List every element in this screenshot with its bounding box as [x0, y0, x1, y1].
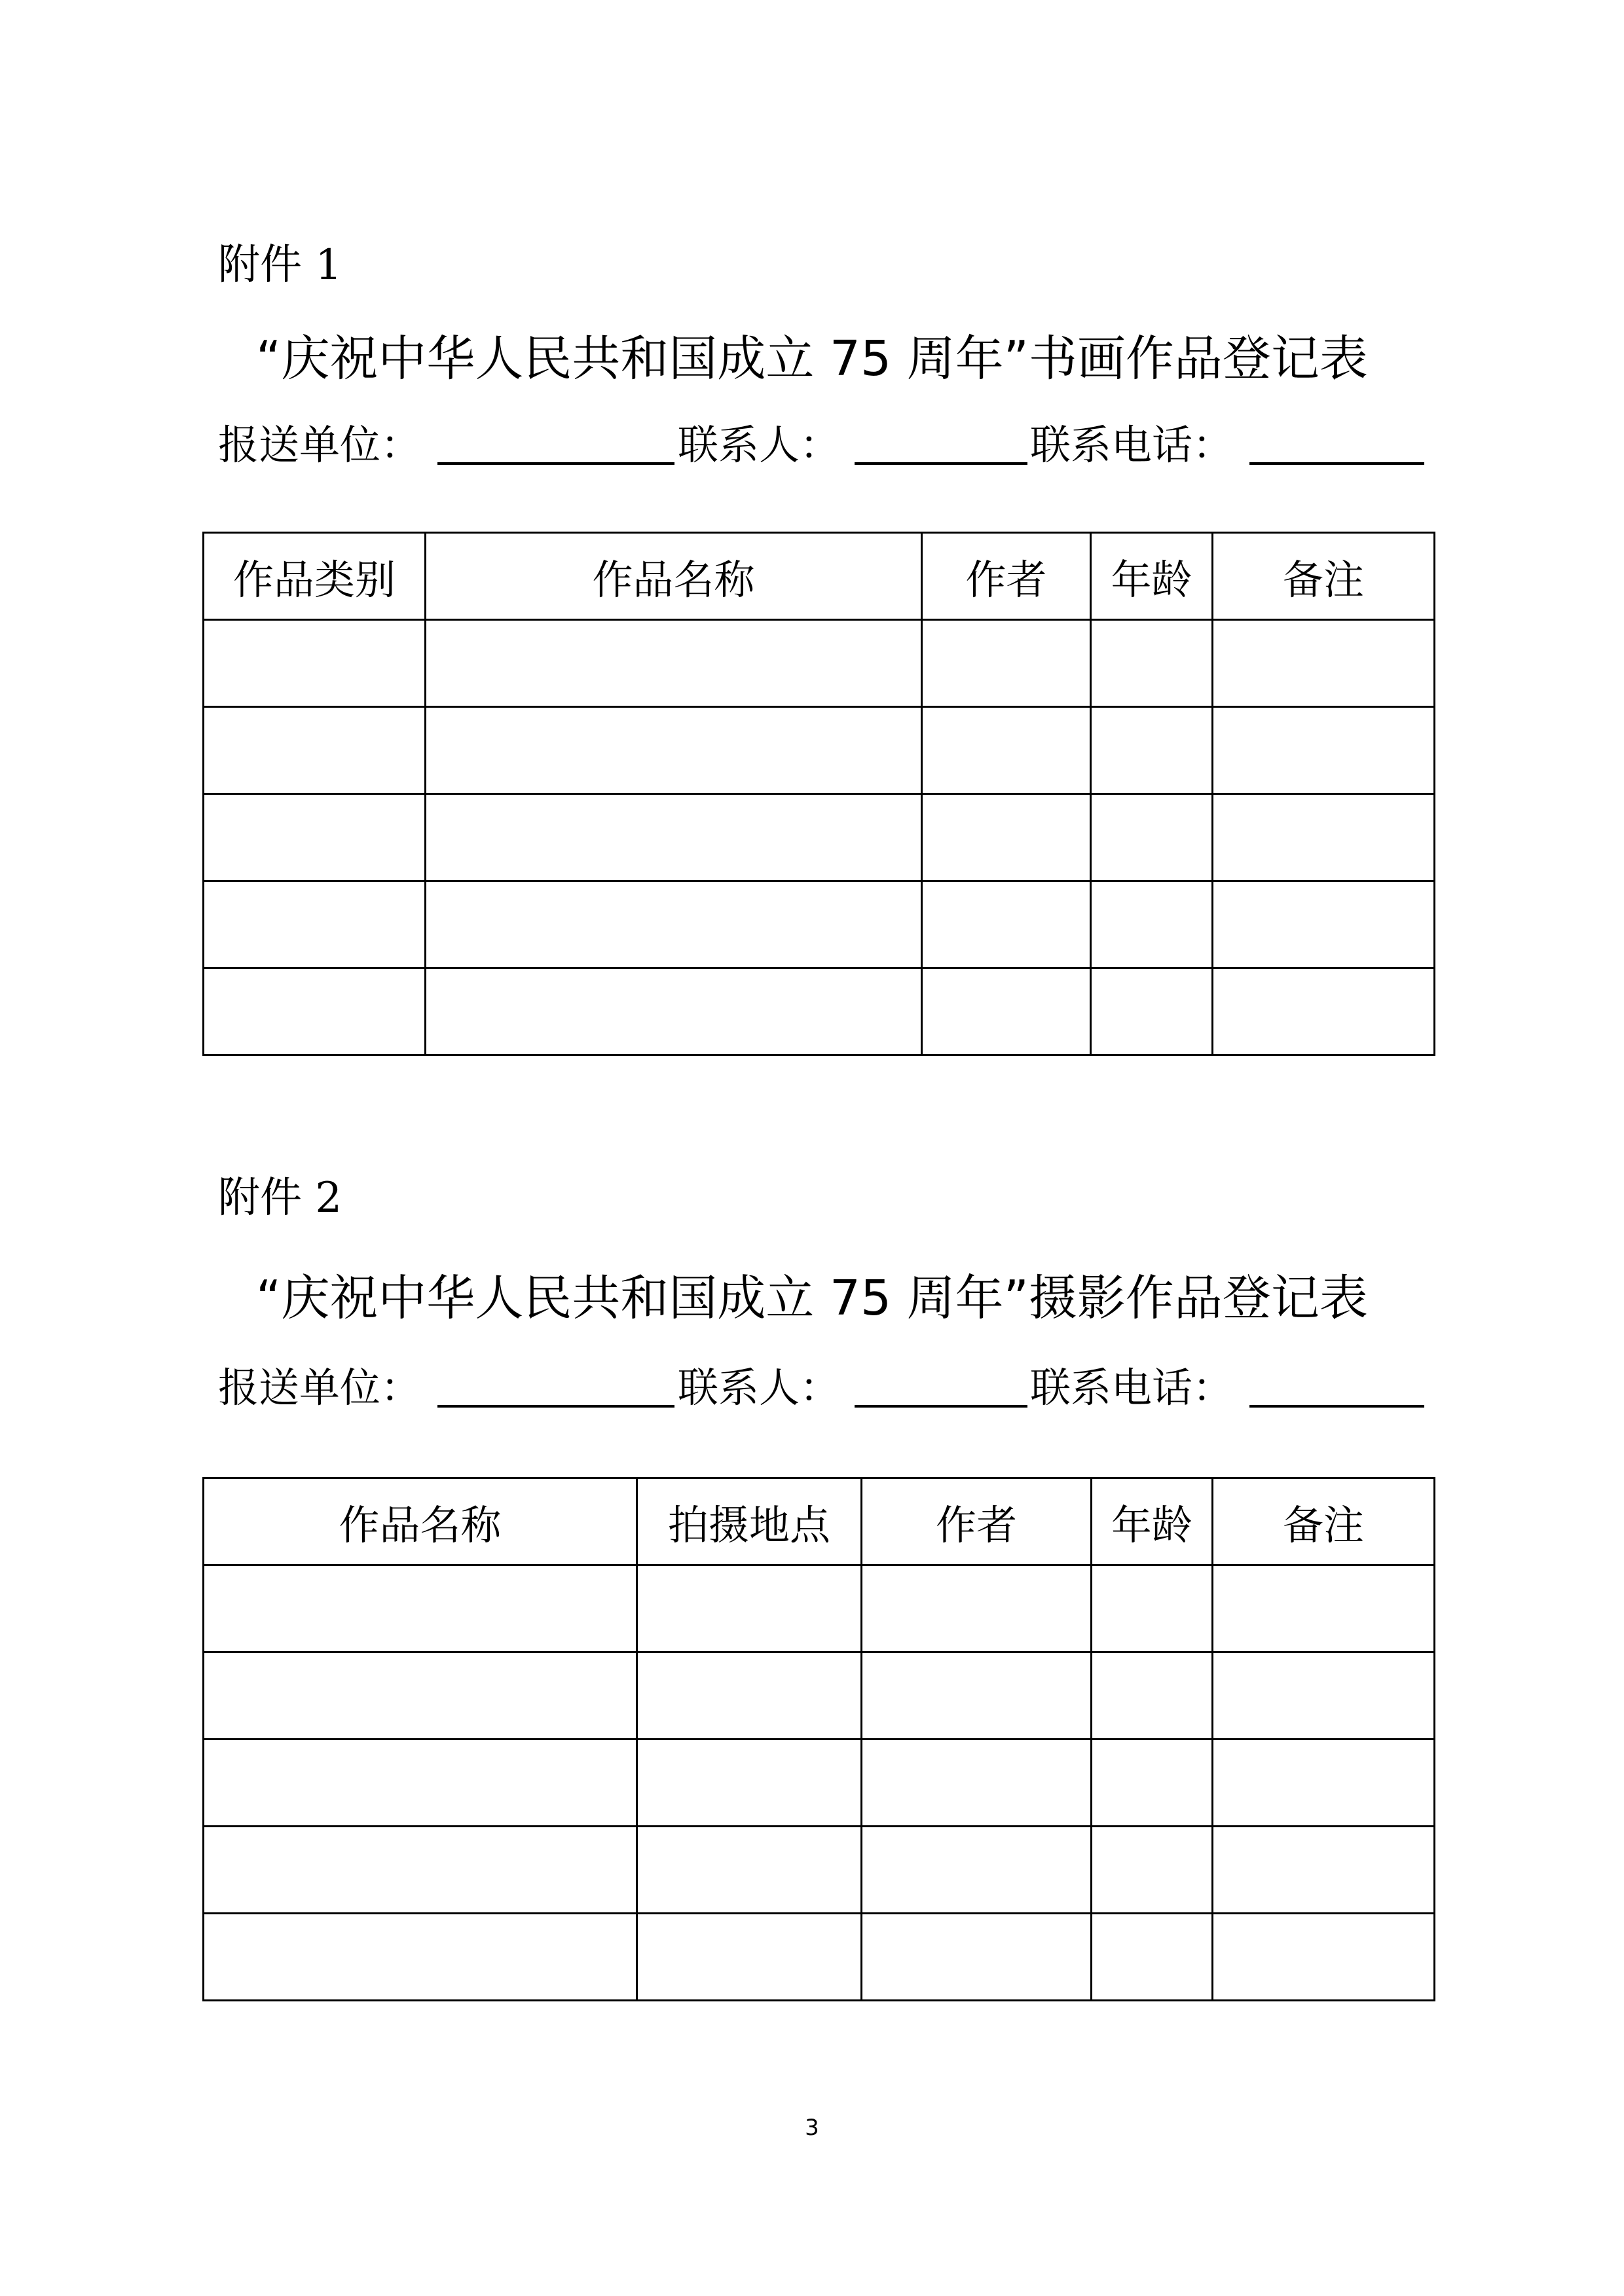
- header-author: 作者: [922, 533, 1091, 620]
- table-cell[interactable]: [426, 968, 922, 1055]
- table-cell[interactable]: [1213, 881, 1435, 968]
- table-cell[interactable]: [637, 1652, 862, 1740]
- table-cell[interactable]: [1213, 1914, 1435, 2001]
- table-row: [204, 1652, 1435, 1740]
- header-age: 年龄: [1092, 1478, 1213, 1565]
- table-cell[interactable]: [426, 620, 922, 707]
- header-work-title: 作品名称: [204, 1478, 637, 1565]
- table-cell[interactable]: [922, 968, 1091, 1055]
- table-cell[interactable]: [862, 1740, 1092, 1827]
- table-cell[interactable]: [204, 968, 426, 1055]
- table-cell[interactable]: [1092, 1652, 1213, 1740]
- table-header-row: [204, 533, 1435, 620]
- report-unit-label: 报送单位：: [218, 1364, 422, 1412]
- table-row: [204, 1740, 1435, 1827]
- table-cell[interactable]: [862, 1565, 1092, 1652]
- page-number: 3: [805, 2115, 819, 2141]
- table-cell[interactable]: [1213, 1740, 1435, 1827]
- table-cell[interactable]: [1091, 968, 1213, 1055]
- contact-phone-blank[interactable]: [1249, 1405, 1424, 1408]
- table-cell[interactable]: [922, 620, 1091, 707]
- table-cell[interactable]: [862, 1652, 1092, 1740]
- contact-phone-blank[interactable]: [1249, 462, 1424, 465]
- table-cell[interactable]: [862, 1914, 1092, 2001]
- table-cell[interactable]: [204, 1565, 637, 1652]
- header-remarks: 备注: [1213, 533, 1435, 620]
- table-cell[interactable]: [204, 707, 426, 794]
- contact-person-blank[interactable]: [855, 462, 1027, 465]
- table-cell[interactable]: [1213, 707, 1435, 794]
- table-row: [204, 1565, 1435, 1652]
- attachment-2-title: “庆祝中华人民共和国成立 75 周年”摄影作品登记表: [256, 1270, 1368, 1326]
- table-cell[interactable]: [637, 1827, 862, 1914]
- photography-registration-table: [202, 1477, 1435, 2001]
- table-cell[interactable]: [204, 1827, 637, 1914]
- table-cell[interactable]: [204, 1740, 637, 1827]
- contact-person-blank[interactable]: [855, 1405, 1027, 1408]
- table-cell[interactable]: [1213, 1827, 1435, 1914]
- table-cell[interactable]: [1091, 620, 1213, 707]
- table-cell[interactable]: [862, 1827, 1092, 1914]
- contact-person-label: 联系人：: [678, 1364, 841, 1412]
- table-cell[interactable]: [637, 1740, 862, 1827]
- table-cell[interactable]: [204, 881, 426, 968]
- contact-person-label: 联系人：: [678, 421, 841, 469]
- header-age: 年龄: [1091, 533, 1213, 620]
- table-cell[interactable]: [1091, 881, 1213, 968]
- table-row: [204, 881, 1435, 968]
- table-cell[interactable]: [1213, 1565, 1435, 1652]
- table-cell[interactable]: [426, 794, 922, 881]
- table-row: [204, 1827, 1435, 1914]
- contact-phone-label: 联系电话：: [1030, 421, 1234, 469]
- header-author: 作者: [862, 1478, 1092, 1565]
- attachment-1-label: 附件 1: [218, 241, 342, 289]
- attachment-2-info-line: [218, 1362, 1423, 1414]
- table-cell[interactable]: [1091, 707, 1213, 794]
- table-cell[interactable]: [637, 1914, 862, 2001]
- table-cell[interactable]: [204, 1652, 637, 1740]
- table-row: [204, 620, 1435, 707]
- table-cell[interactable]: [637, 1565, 862, 1652]
- table-cell[interactable]: [1092, 1827, 1213, 1914]
- attachment-1-title: “庆祝中华人民共和国成立 75 周年”书画作品登记表: [256, 331, 1368, 387]
- table-cell[interactable]: [922, 881, 1091, 968]
- contact-phone-label: 联系电话：: [1030, 1364, 1234, 1412]
- table-row: [204, 794, 1435, 881]
- report-unit-label: 报送单位：: [218, 421, 422, 469]
- table-cell[interactable]: [426, 881, 922, 968]
- header-work-title: 作品名称: [426, 533, 922, 620]
- report-unit-blank[interactable]: [437, 1405, 674, 1408]
- table-cell[interactable]: [922, 794, 1091, 881]
- header-shooting-location: 拍摄地点: [637, 1478, 862, 1565]
- table-cell[interactable]: [204, 1914, 637, 2001]
- table-cell[interactable]: [1213, 794, 1435, 881]
- table-cell[interactable]: [1092, 1740, 1213, 1827]
- header-work-category: 作品类别: [204, 533, 426, 620]
- table-cell[interactable]: [1213, 968, 1435, 1055]
- table-cell[interactable]: [1092, 1914, 1213, 2001]
- table-row: [204, 968, 1435, 1055]
- table-cell[interactable]: [1091, 794, 1213, 881]
- table-cell[interactable]: [1213, 1652, 1435, 1740]
- table-header-row: [204, 1478, 1435, 1565]
- table-cell[interactable]: [1213, 620, 1435, 707]
- table-cell[interactable]: [204, 794, 426, 881]
- header-remarks: 备注: [1213, 1478, 1435, 1565]
- table-cell[interactable]: [426, 707, 922, 794]
- table-row: [204, 1914, 1435, 2001]
- table-row: [204, 707, 1435, 794]
- attachment-2-label: 附件 2: [218, 1174, 342, 1222]
- table-cell[interactable]: [1092, 1565, 1213, 1652]
- attachment-1-info-line: [218, 419, 1423, 471]
- table-cell[interactable]: [204, 620, 426, 707]
- report-unit-blank[interactable]: [437, 462, 674, 465]
- calligraphy-painting-registration-table: [202, 532, 1435, 1056]
- table-cell[interactable]: [922, 707, 1091, 794]
